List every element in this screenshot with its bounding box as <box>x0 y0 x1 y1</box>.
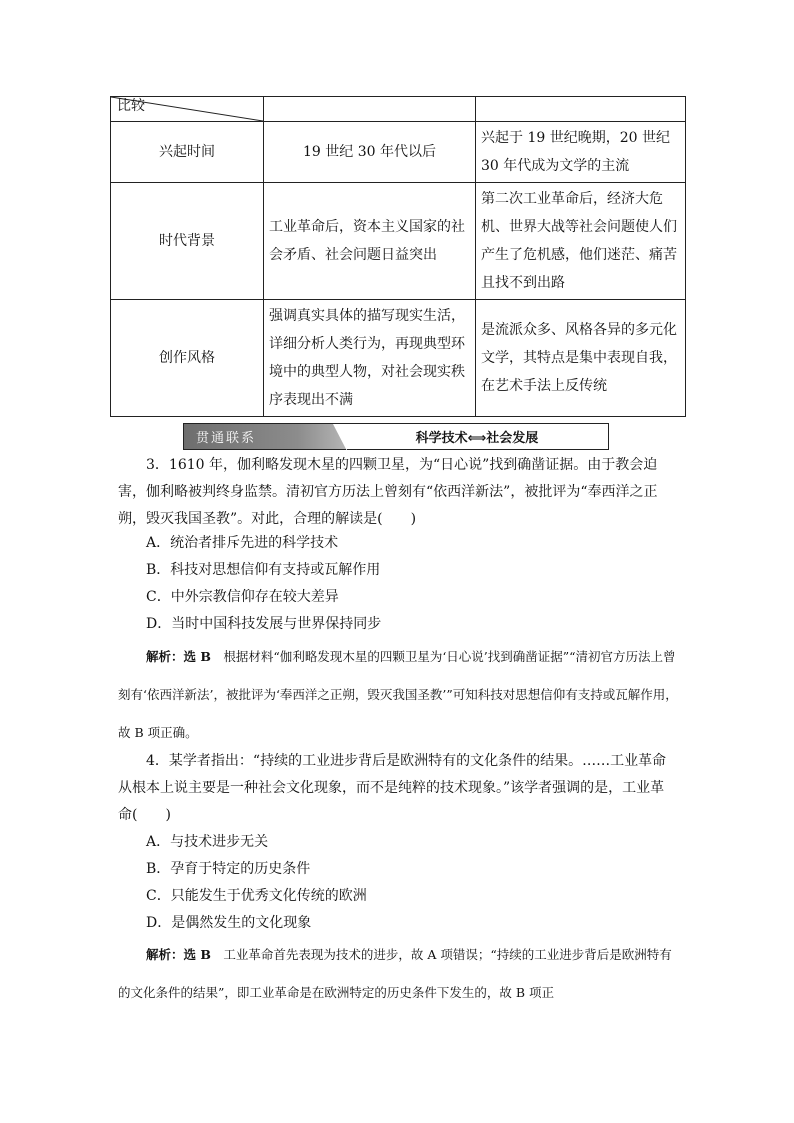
table-cell: 是流派众多、风格各异的多元化文学，其特点是集中表现自我，在艺术手法上反传统 <box>476 300 686 417</box>
banner-tag-edge <box>333 424 347 451</box>
banner-title: 科学技术⟺社会发展 <box>415 431 539 446</box>
table-corner-cell <box>111 97 264 122</box>
question-3-option-b: B．科技对思想信仰有支持或瓦解作用 <box>146 562 381 578</box>
table-cell: 强调真实具体的描写现实生活，详细分析人类行为，再现典型环境中的典型人物，对社会现实秩序表现出不满 <box>264 300 476 417</box>
question-4-analysis <box>118 936 678 1012</box>
section-banner <box>183 423 609 450</box>
table-cell: 兴起于 19 世纪晚期，20 世纪 30 年代成为文学的主流 <box>476 122 686 183</box>
table-row-head: 时代背景 <box>111 183 264 300</box>
table-header-cell <box>476 97 686 122</box>
table-corner-label: 比较 <box>117 98 145 114</box>
table-row <box>111 122 686 183</box>
question-3-analysis <box>118 638 678 752</box>
table-row <box>111 183 686 300</box>
question-4-analysis-lead: 解析：选 B <box>146 947 211 962</box>
question-4-option-a: A．与技术进步无关 <box>146 834 269 850</box>
question-4-option-c: C．只能发生于优秀文化传统的欧洲 <box>146 888 367 904</box>
table-cell: 19 世纪 30 年代以后 <box>264 122 476 183</box>
banner-tag-label: 贯通联系 <box>196 431 257 446</box>
table-row-head: 兴起时间 <box>111 122 264 183</box>
question-4-stem: 4．某学者指出：“持续的工业进步背后是欧洲特有的文化条件的结果。……工业革命从根本上说主要是一种社会文化现象，而不是纯粹的技术现象。”该学者强调的是，工业革命( ) <box>118 753 667 823</box>
question-4-analysis-body: 工业革命首先表现为技术的进步，故 A 项错误；“持续的工业进步背后是欧洲特有的文化条件的结果”，即工业革命是在欧洲特定的历史条件下发生的，故 B 项正 <box>118 947 672 1000</box>
question-4-option-b: B．孕育于特定的历史条件 <box>146 861 311 877</box>
table-row-head: 创作风格 <box>111 300 264 417</box>
banner-tag <box>184 424 346 449</box>
table-header-cell <box>264 97 476 122</box>
table-cell: 第二次工业革命后，经济大危机、世界大战等社会问题使人们产生了危机感，他们迷茫、痛苦且找不到出路 <box>476 183 686 300</box>
question-4-option-d: D．是偶然发生的文化现象 <box>146 915 312 931</box>
question-3-analysis-body: 根据材料“伽利略发现木星的四颗卫星为‘日心说’找到确凿证据”“清初官方历法上曾刻有‘依西洋新法’，被批评为‘奉西洋之正朔，毁灭我国圣教’”可知科技对思想信仰有支持或瓦解作用，故 B 项正确。 <box>118 649 678 740</box>
comparison-table <box>110 96 686 417</box>
question-3-analysis-lead: 解析：选 B <box>146 649 211 664</box>
question-3-stem: 3．1610 年，伽利略发现木星的四颗卫星，为“日心说”找到确凿证据。由于教会迫害，伽利略被判终身监禁。清初官方历法上曾刻有“依西洋新法”，被批评为“奉西洋之正朔，毁灭我国圣教”。对此，合理的解读是( ) <box>118 457 658 527</box>
table-row <box>111 300 686 417</box>
question-3-option-a: A．统治者排斥先进的科学技术 <box>146 535 339 551</box>
question-3-option-c: C．中外宗教信仰存在较大差异 <box>146 589 339 605</box>
question-3-option-d: D．当时中国科技发展与世界保持同步 <box>146 616 382 632</box>
table-cell: 工业革命后，资本主义国家的社会矛盾、社会问题日益突出 <box>264 183 476 300</box>
table-header-row <box>111 97 686 122</box>
